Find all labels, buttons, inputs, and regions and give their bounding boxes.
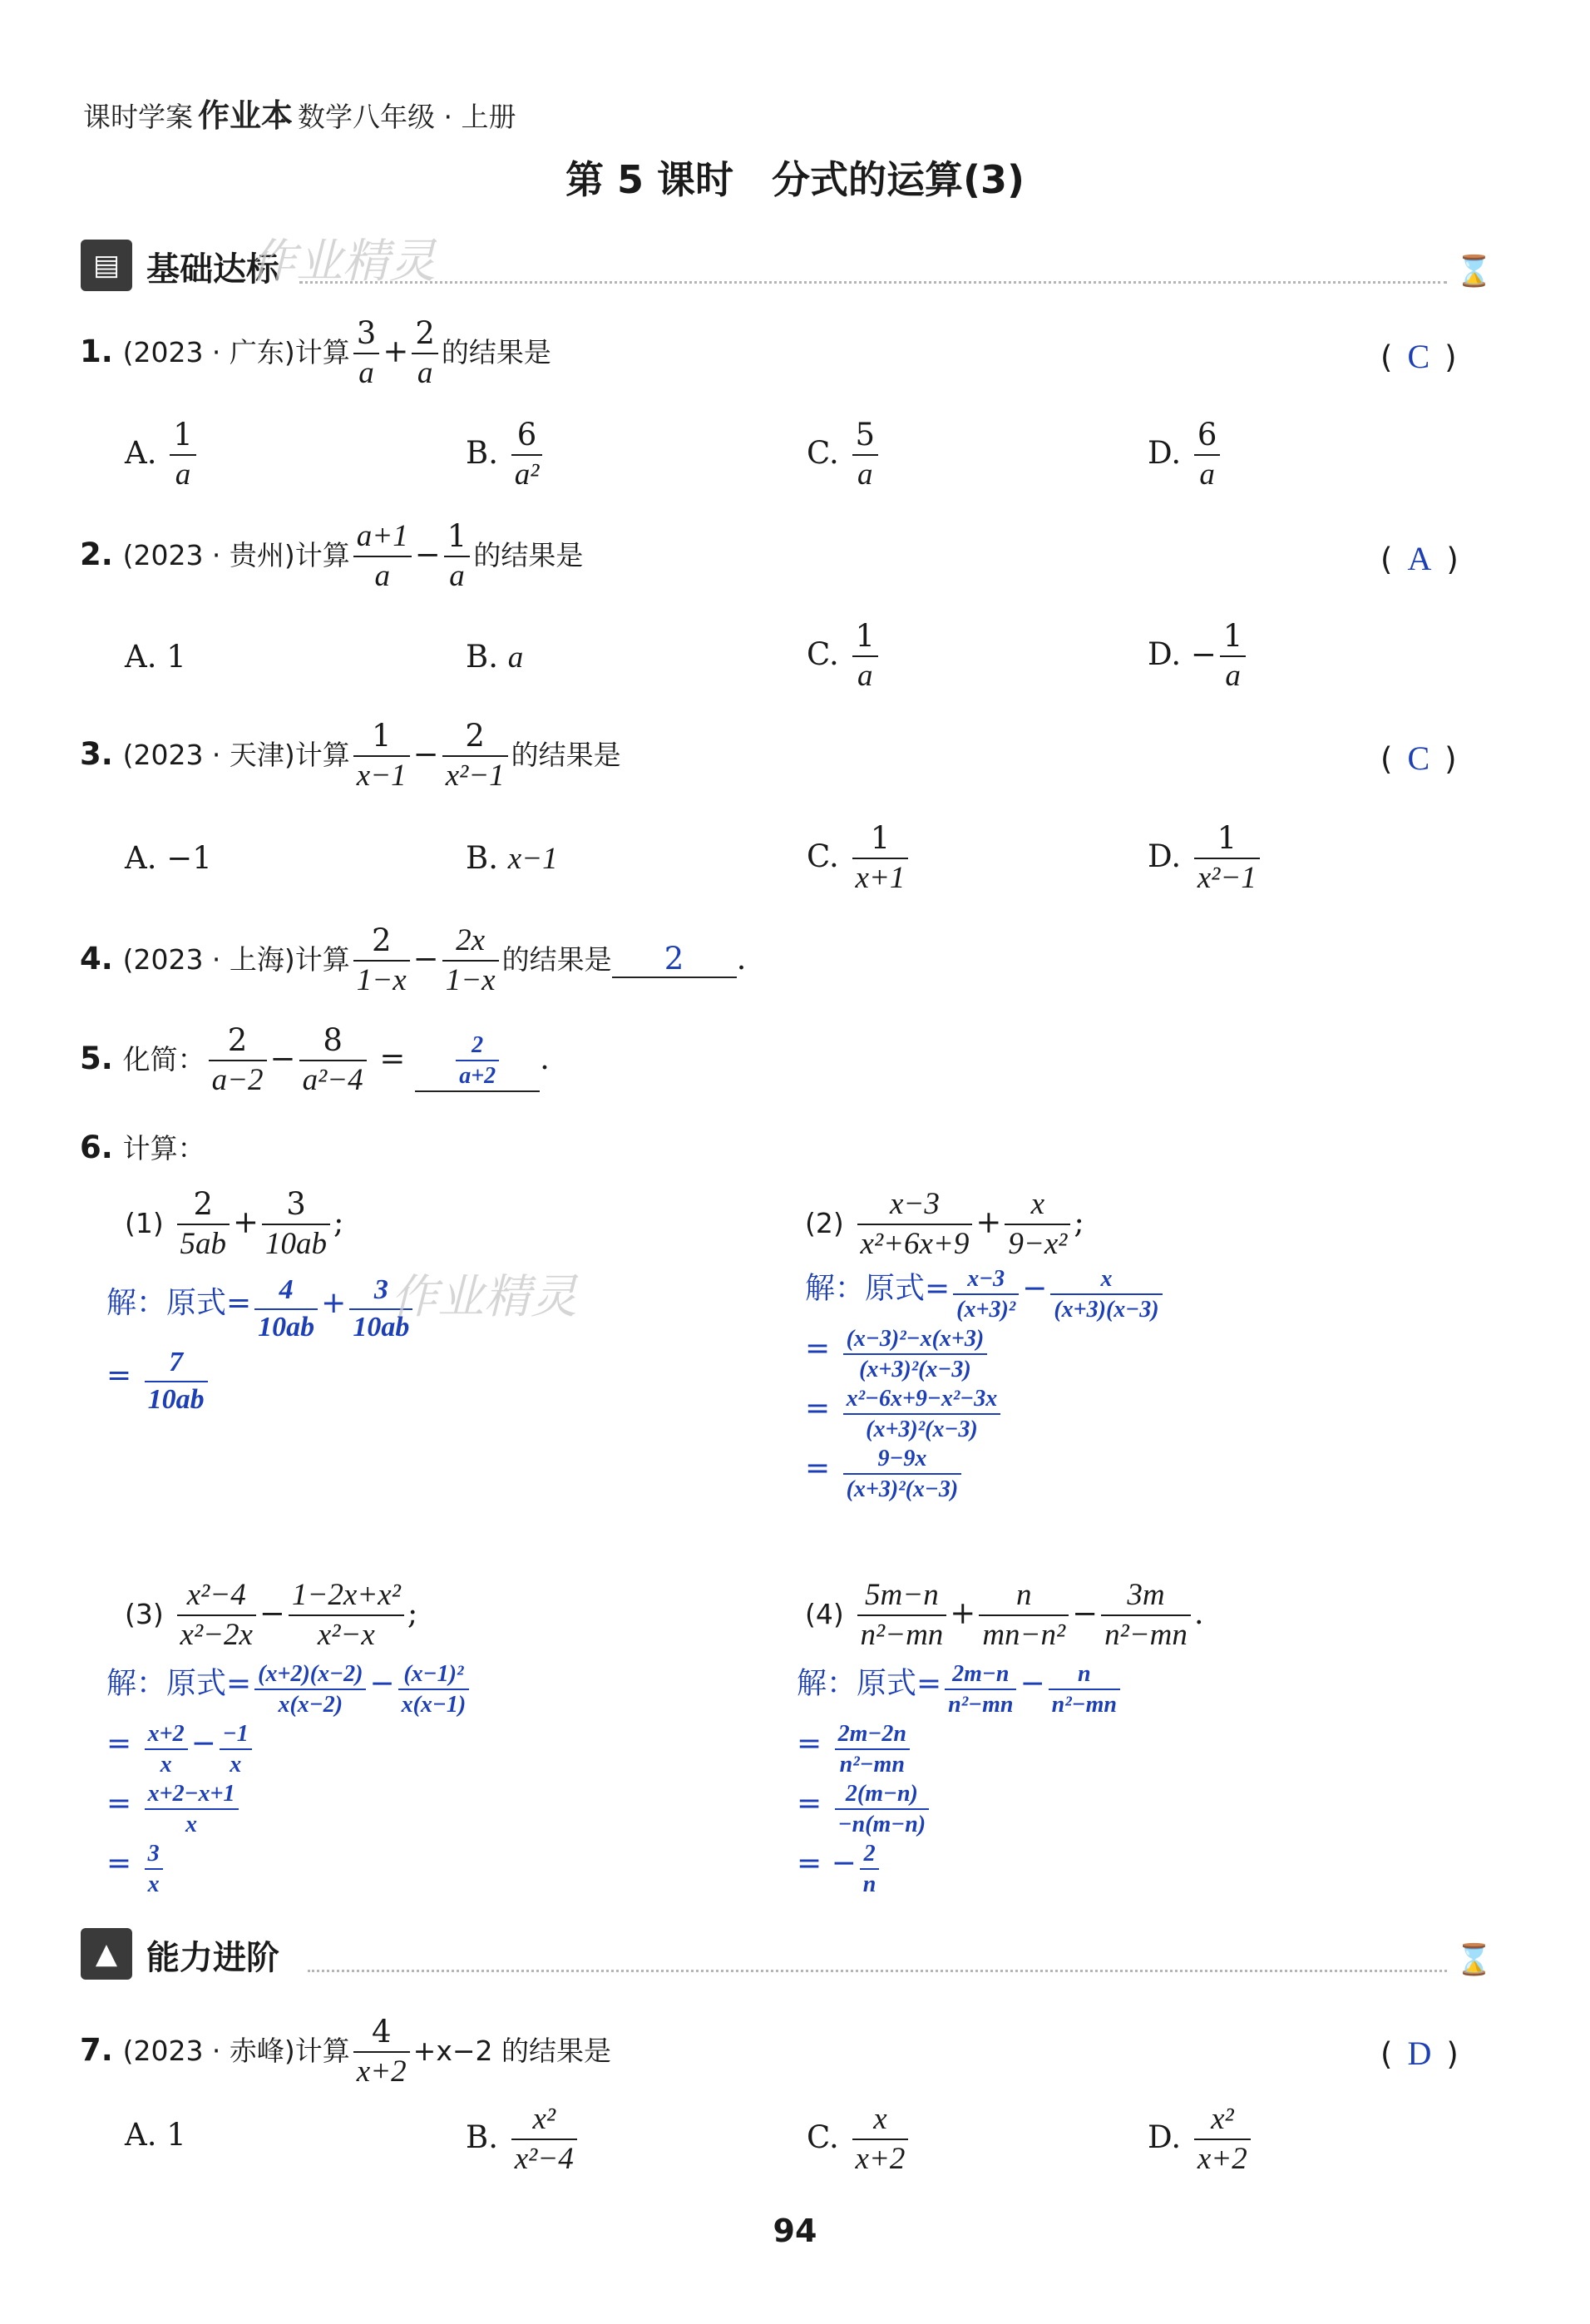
numerator: 2 — [412, 314, 438, 354]
header-prefix: 课时学案 — [83, 101, 193, 133]
option-b: B. x−1 — [466, 840, 558, 876]
question-number: 5. — [80, 1040, 113, 1076]
solution-1: 解：原式= $\frac{4}{10ab}$ + $\frac{3}{10ab}$ = $\frac{7}{10ab}$ — [106, 1273, 416, 1417]
watermark: 作业精灵 — [391, 1270, 577, 1324]
option-d: D. $\frac{\text{x²}}{x+2}$ — [1148, 2100, 1254, 2179]
watermark: 作业精灵 — [249, 235, 436, 289]
header-suffix: 数学八年级 · 上册 — [298, 101, 516, 133]
option-b: B. a — [466, 639, 524, 675]
question-source: (2023 · 天津)计算 — [122, 738, 350, 771]
option-a: A. 1 — [125, 2117, 186, 2153]
page-number: 94 — [773, 2213, 817, 2249]
subquestion-2: (2) $\frac{x-3}{\text{x²+6x+9}}$ + $\frac{x}{\text{9−x²}}$ ; — [805, 1187, 1084, 1262]
section-basic-title: 基础达标 — [146, 250, 279, 289]
section-rule — [299, 281, 1447, 284]
question-4: 4. (2023 · 上海)计算 $\frac{2}{1-x}$ − $\frac{2x}{1-x}$ 的结果是 2 . — [80, 922, 747, 998]
denominator: a — [417, 356, 433, 391]
section-advanced-title: 能力进阶 — [146, 1939, 279, 1977]
question-number: 7. — [80, 2031, 113, 2068]
solution-2: 解：原式= $\frac{x-3}{\text{(x+3)²}}$ − $\frac{x}{(x+3)(x-3)}$ = $\frac{\text{(x−3)²−x(x+3)}}{\text{(x+3)²(x−3)}}$ = $\frac{\text{x²−6x+9−x²−3x}}{\text{(x+3)²(x−3)}}$ = $\frac{9-9x}{\text{(x+3)²(x−3)}}$ — [805, 1264, 1166, 1504]
question-7: 7. (2023 · 赤峰)计算 $\frac{4}{x+2}$ +x−2 的结果是 — [80, 2014, 611, 2089]
question-tail: 的结果是 — [441, 335, 551, 368]
subquestion-1: (1) $\frac{2}{5ab}$ + $\frac{3}{10ab}$ ; — [125, 1186, 344, 1262]
numerator: 3 — [353, 314, 380, 354]
answer-choice: C — [1407, 739, 1430, 777]
answer-bracket-7: ( D ) — [1380, 2035, 1459, 2072]
solution-4: 解：原式= $\frac{2m-n}{\text{n²−mn}}$ − $\frac{n}{\text{n²−mn}}$ = $\frac{2m-2n}{\text{n²−mn}}$ = $\frac{2(m-n)}{-n(m-n)}$ = − $\frac{2}{n}$ — [797, 1659, 1123, 1899]
question-number: 3. — [80, 735, 113, 772]
answer-bracket-3: ( C ) — [1380, 739, 1457, 777]
question-2: 2. (2023 · 贵州)计算 $\frac{a+1}{a}$ − $\frac{1}{a}$ 的结果是 — [80, 518, 584, 594]
question-3: 3. (2023 · 天津)计算 $\frac{1}{x-1}$ − $\frac{2}{\text{x²−1}}$ 的结果是 — [80, 718, 621, 794]
answer-choice: A — [1407, 540, 1432, 577]
answer-choice: D — [1407, 2035, 1432, 2072]
section-rule — [308, 1970, 1447, 1972]
answer-bracket-1: ( C ) — [1380, 338, 1457, 375]
question-1 — [80, 314, 551, 393]
option-a: A. −1 — [125, 840, 212, 876]
option-c: C. $\frac{5}{a}$ — [807, 416, 881, 495]
question-source: (2023 · 赤峰)计算 — [122, 2034, 350, 2067]
option-c: C. $\frac{1}{x+1}$ — [807, 819, 911, 898]
option-d: D. $\frac{1}{\text{x²−1}}$ — [1148, 819, 1263, 898]
answer-bracket-2: ( A ) — [1380, 540, 1459, 577]
subquestion-3: (3) $\frac{\text{x²−4}}{\text{x²−2x}}$ − $\frac{\text{1−2x+x²}}{\text{x²−x}}$ ; — [125, 1578, 418, 1653]
question-number: 1. — [80, 333, 113, 369]
option-a: A. 1 — [125, 639, 186, 675]
fill-blank: 2 — [612, 941, 737, 978]
option-a: A. $\frac{1}{a}$ — [125, 416, 200, 495]
question-source: (2023 · 上海)计算 — [122, 942, 350, 976]
hourglass-icon: ⌛ — [1455, 255, 1493, 289]
denominator: a — [358, 356, 374, 391]
answer-choice: C — [1407, 338, 1430, 375]
rocket-icon: ▲ — [81, 1928, 132, 1980]
option-d: D. $\frac{6}{a}$ — [1148, 416, 1223, 495]
question-source: (2023 · 贵州)计算 — [122, 538, 350, 571]
question-5: 5. 化简： $\frac{2}{a-2}$ − $\frac{8}{\text{a²−4}}$ = $\frac{2}{a+2}$ . — [80, 1022, 550, 1098]
question-source: (2023 · 广东)计算 — [122, 335, 350, 368]
hourglass-icon: ⌛ — [1455, 1943, 1493, 1977]
option-c: C. $\frac{1}{a}$ — [807, 617, 881, 696]
option-b: B. $\frac{6}{\text{a²}}$ — [466, 416, 546, 495]
question-number: 6. — [80, 1130, 113, 1165]
page-title: 第 5 课时 分式的运算(3) — [565, 157, 1025, 202]
option-c: C. $\frac{x}{x+2}$ — [807, 2100, 911, 2179]
question-6: 6. 计算： — [80, 1130, 205, 1165]
header-brand: 作业本 — [198, 97, 294, 134]
option-d: D. − $\frac{1}{a}$ — [1148, 617, 1249, 696]
question-number: 2. — [80, 536, 113, 572]
operator: + — [383, 333, 409, 369]
fill-blank: $\frac{2}{a+2}$ — [415, 1031, 540, 1092]
book-icon: ▤ — [81, 240, 132, 291]
question-number: 4. — [80, 940, 113, 977]
page-header — [83, 90, 516, 136]
option-b: B. $\frac{\text{x²}}{\text{x²−4}}$ — [466, 2100, 580, 2179]
solution-3: 解：原式= $\frac{(x+2)(x-2)}{x(x-2)}$ − $\frac{\text{(x−1)²}}{x(x-1)}$ = $\frac{x+2}{x}$ − $\frac{-1}{x}$ = $\frac{x+2-x+1}{x}$ = $\frac{3}{x}$ — [106, 1659, 472, 1899]
subquestion-4: (4) $\frac{5m-n}{\text{n²−mn}}$ + $\frac{n}{\text{mn−n²}}$ − $\frac{3m}{\text{n²−mn}}$ . — [805, 1578, 1204, 1653]
